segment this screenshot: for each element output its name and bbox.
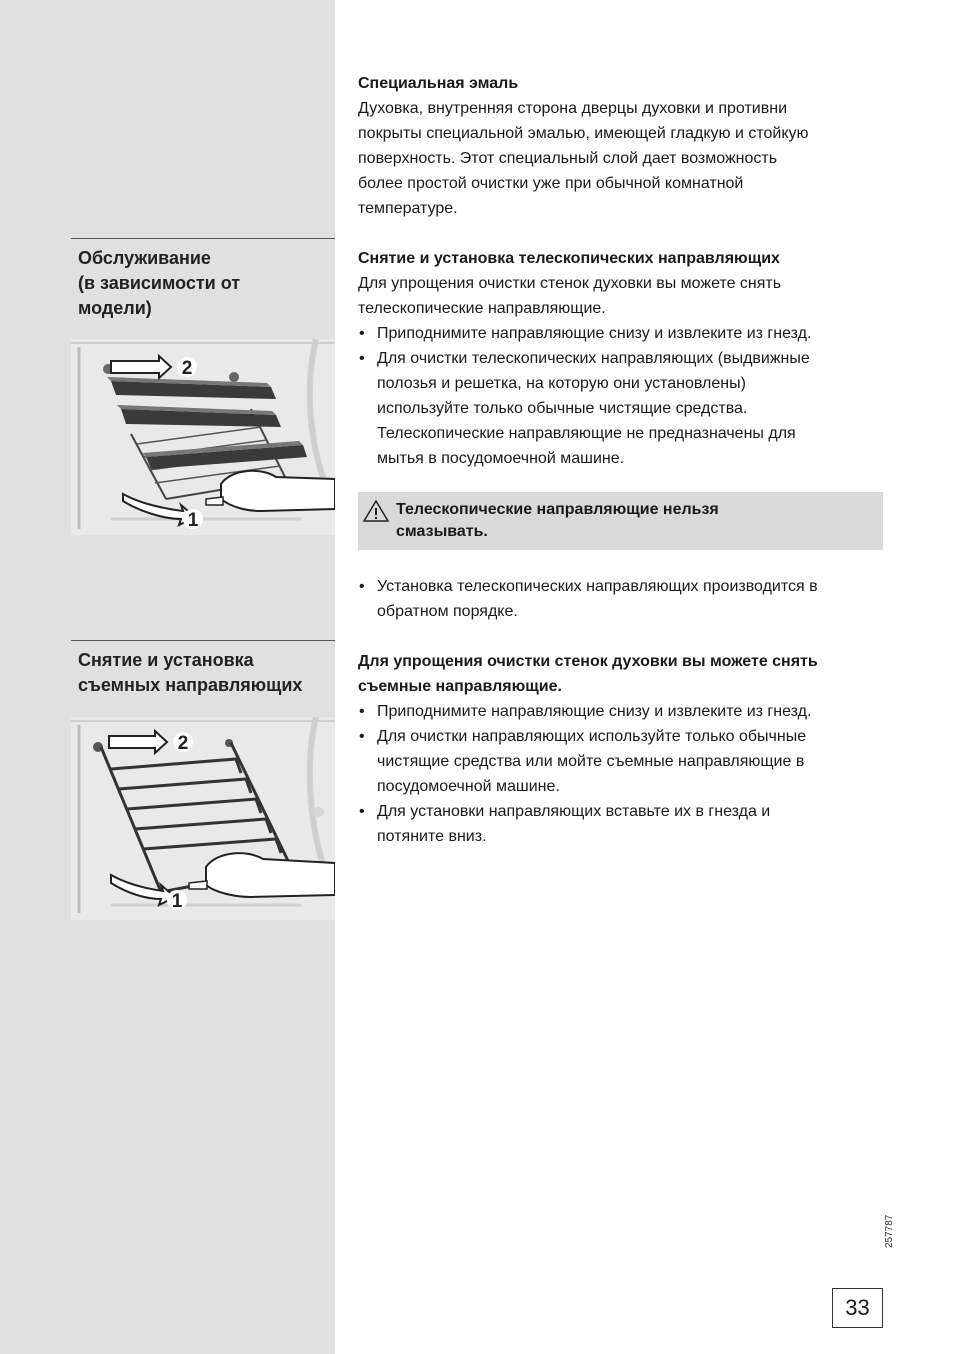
bullet-text: • Для очистки направляющих используйте только обычные	[377, 728, 807, 745]
bullet-text: • Установка телескопических направляющих производится в	[377, 578, 818, 595]
bullet-text: полозья и решетка, на которую они установлены)	[377, 375, 746, 392]
bullet-text: посудомоечной машине.	[377, 778, 560, 795]
enamel-section	[358, 71, 888, 221]
section-title-removable-rails: Снятие и установка съемных направляющих	[78, 650, 303, 695]
bullet-text: Приподнимите направляющие снизу и извлеките из гнезд.	[377, 703, 812, 720]
list-item	[358, 724, 888, 799]
enamel-line: покрыты специальной эмалью, имеющей гладкую и стойкую	[358, 125, 809, 142]
bullet-text: • Для очистки телескопических направляющих (выдвижные	[377, 350, 810, 367]
enamel-line: поверхность. Этот специальный слой дает возможность	[358, 150, 778, 167]
document-code: 257787	[884, 1214, 895, 1248]
figure-removable-rails	[71, 717, 335, 920]
enamel-line: более простой очистки уже при обычной комнатной	[358, 175, 744, 192]
section-divider	[71, 640, 335, 641]
removable-section	[358, 649, 888, 849]
page-number: 33	[832, 1288, 883, 1328]
removable-heading: Для упрощения очистки стенок духовки вы можете снять	[358, 653, 818, 670]
warning-box	[358, 492, 883, 550]
bullet-text: • Для установки направляющих вставьте их в гнезда и	[377, 803, 771, 820]
section-divider	[71, 238, 335, 239]
telescopic-intro: Для упрощения очистки стенок духовки вы можете снять	[358, 275, 782, 292]
telescopic-install-note	[358, 574, 888, 624]
warning-triangle-icon	[362, 499, 390, 530]
bullet-text: чистящие средства или мойте съемные направляющие в	[377, 753, 805, 770]
enamel-line: температуре.	[358, 200, 458, 217]
list-item	[358, 346, 888, 471]
step-label-2: 2	[181, 358, 193, 379]
list-item	[358, 321, 888, 346]
enamel-heading: Специальная эмаль	[358, 75, 519, 92]
step-label-2: 2	[177, 733, 189, 754]
bullet-text: обратном порядке.	[377, 603, 518, 620]
warning-text: Телескопические направляющие нельзя	[396, 501, 719, 518]
enamel-line: Духовка, внутренняя сторона дверцы духовки и противни	[358, 100, 788, 117]
warning-text: смазывать.	[396, 523, 488, 540]
bullet-text: Приподнимите направляющие снизу и извлеките из гнезд.	[377, 325, 812, 342]
step-label-1: 1	[187, 510, 199, 531]
telescopic-section	[358, 246, 888, 471]
list-item	[358, 699, 888, 724]
list-item	[358, 799, 888, 849]
bullet-text: используйте только обычные чистящие средства.	[377, 400, 748, 417]
telescopic-heading: Снятие и установка телескопических направляющих	[358, 250, 780, 267]
bullet-text: мытья в посудомоечной машине.	[377, 450, 625, 467]
step-label-1: 1	[171, 891, 183, 912]
removable-heading: съемные направляющие.	[358, 678, 562, 695]
figure-telescopic-rails	[71, 339, 335, 535]
list-item	[358, 574, 888, 624]
section-title-maintenance: Обслуживание (в зависимости от модели)	[78, 248, 241, 318]
telescopic-intro: телескопические направляющие.	[358, 300, 606, 317]
bullet-text: Телескопические направляющие не предназначены для	[377, 425, 796, 442]
bullet-text: потяните вниз.	[377, 828, 487, 845]
